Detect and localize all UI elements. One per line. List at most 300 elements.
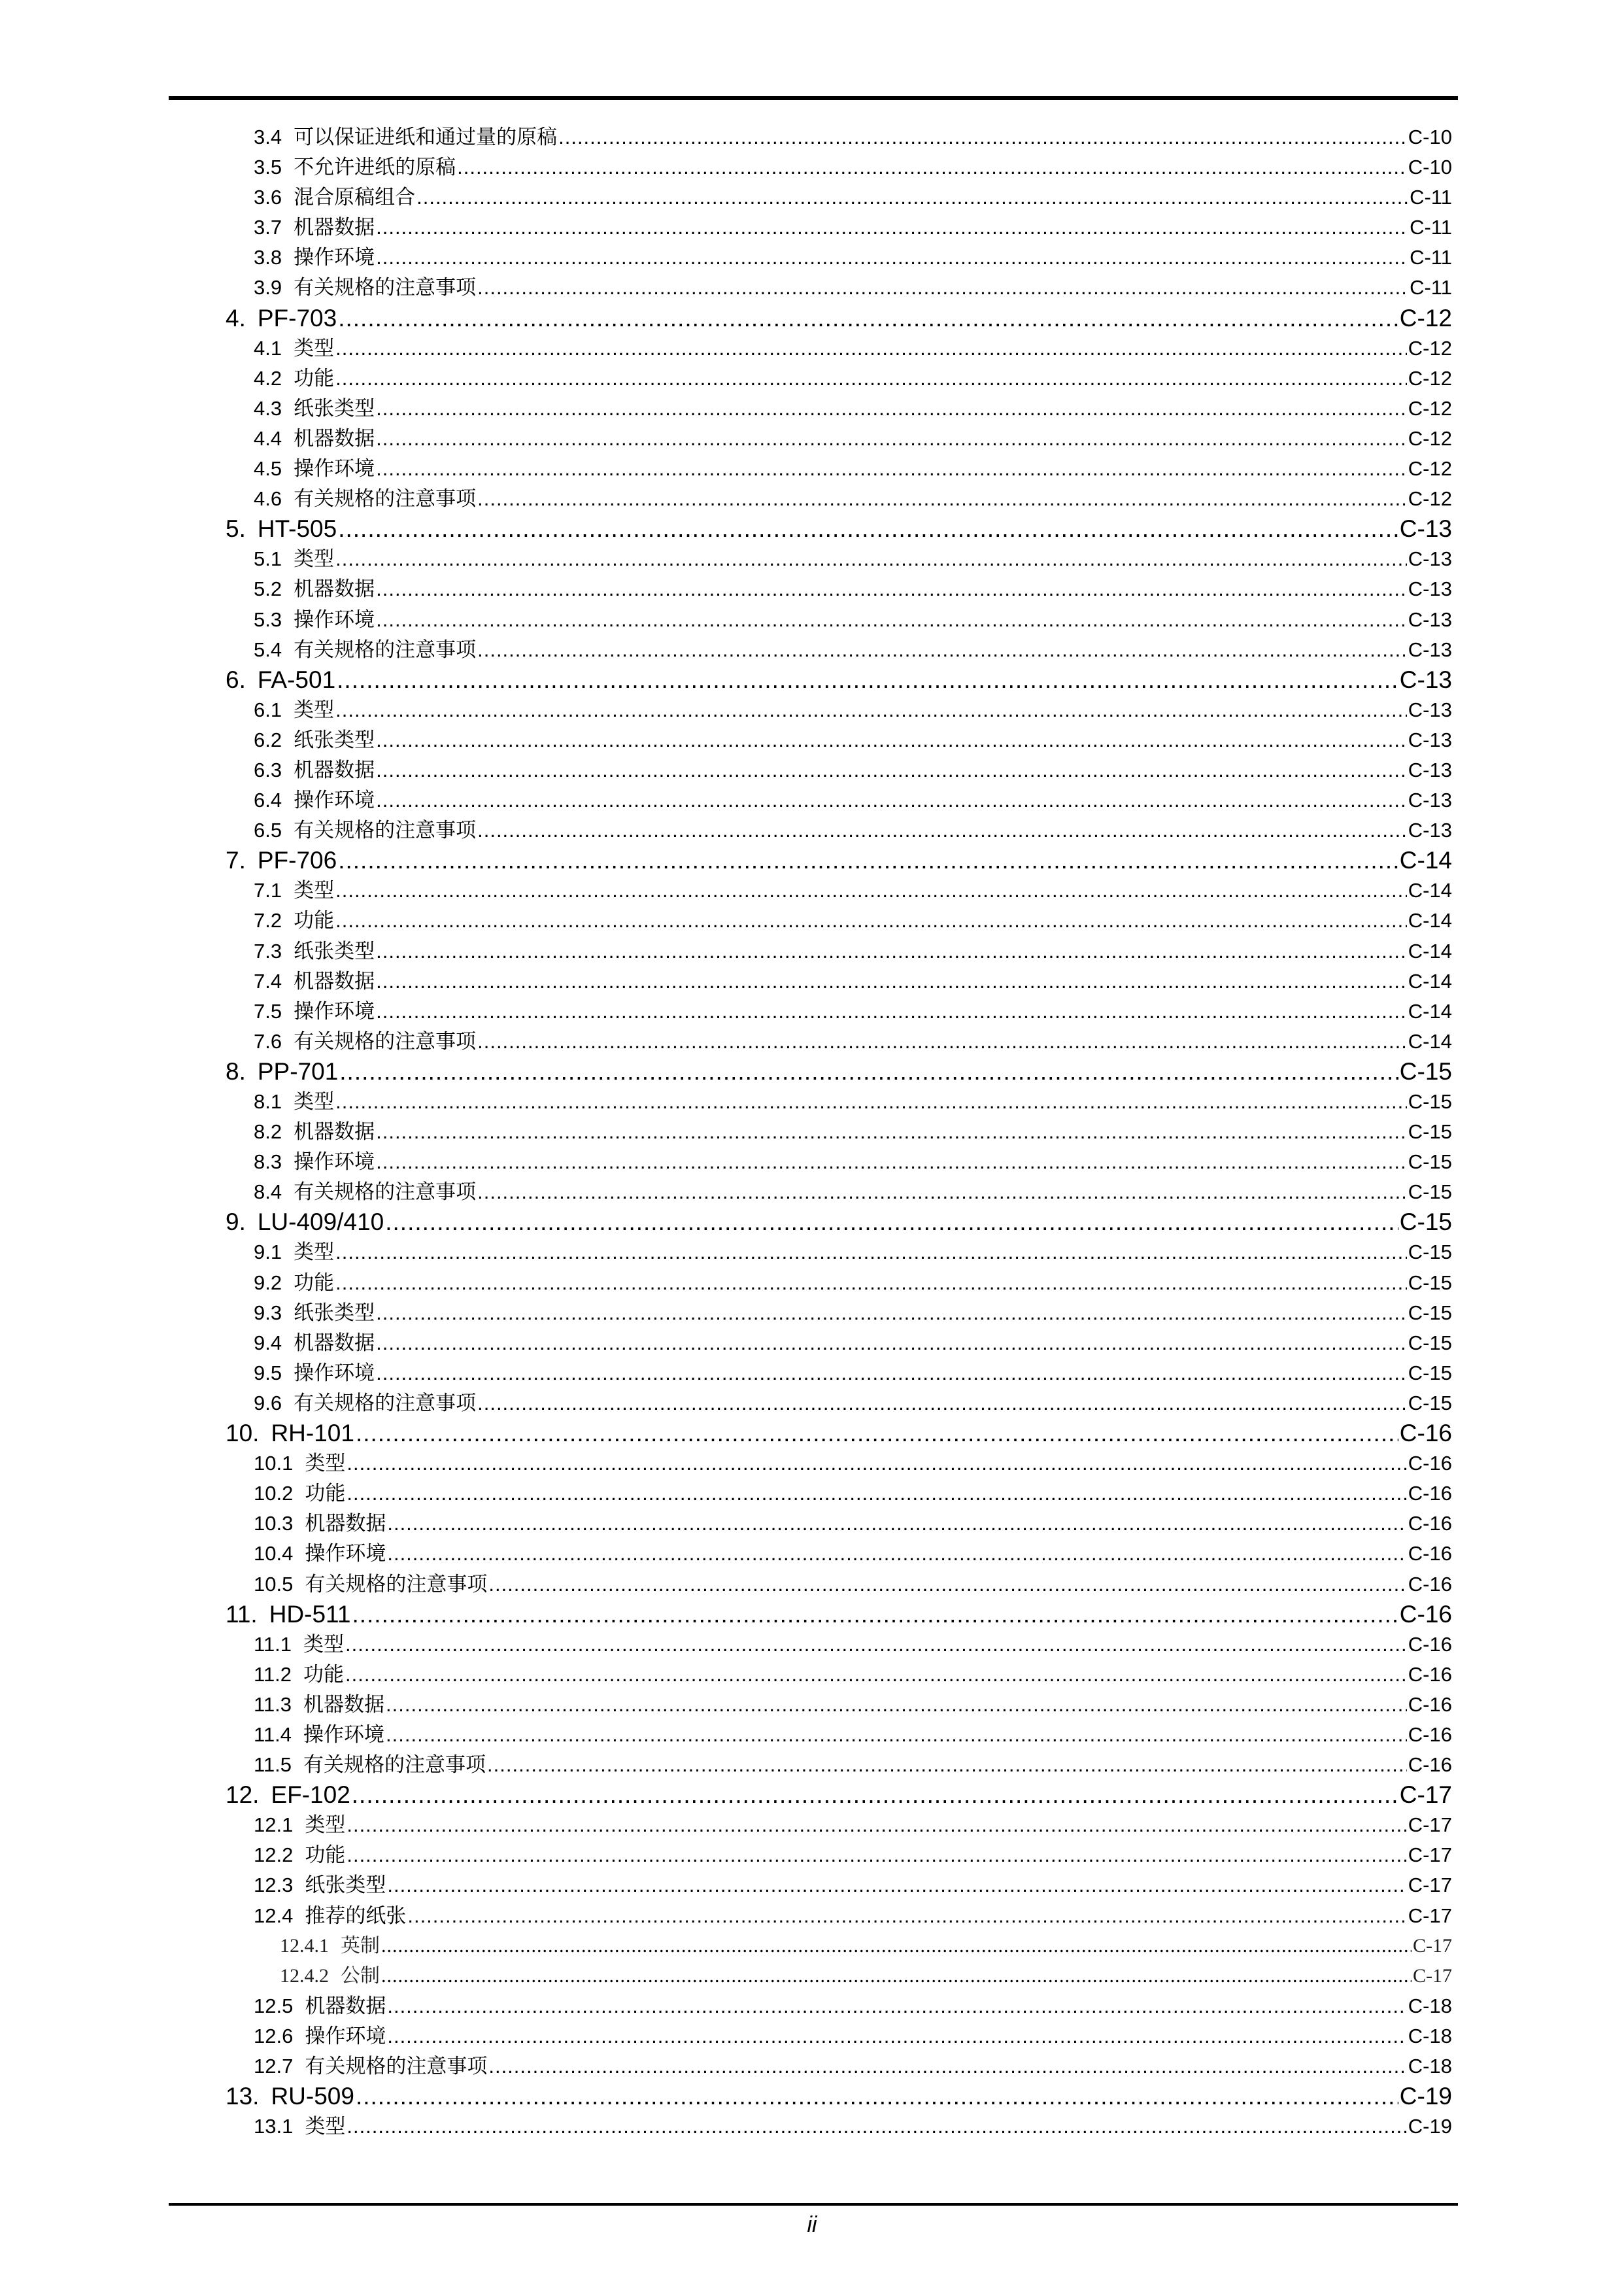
toc-entry-page: C-12	[1408, 457, 1452, 481]
toc-entry-title: 公制	[341, 1964, 380, 1987]
toc-entry-title: 机器数据	[294, 1331, 375, 1354]
toc-entry-number: 10.3	[254, 1512, 294, 1535]
toc-entry-title: 有关规格的注意事项	[294, 276, 477, 299]
dot-leader	[477, 273, 1408, 303]
toc-entry-number: 12.1	[254, 1813, 294, 1837]
toc-entry-number: 8.4	[254, 1180, 282, 1204]
toc-entry-page: C-13	[1408, 607, 1452, 631]
toc-entry-page: C-13	[1408, 638, 1452, 661]
toc-entry-title: EF-102	[271, 1781, 350, 1809]
toc-entry[interactable]	[0, 2112, 1452, 2142]
dot-leader	[376, 394, 1407, 424]
toc-entry-page: C-15	[1408, 1271, 1452, 1294]
toc-entry[interactable]	[0, 966, 1452, 997]
toc-entry-title: PP-701	[257, 1057, 339, 1085]
toc-entry[interactable]	[0, 1388, 1452, 1418]
dot-leader	[387, 2021, 1406, 2051]
toc-entry-number: 5.2	[254, 577, 282, 601]
toc-entry[interactable]	[0, 1298, 1452, 1328]
toc-entry[interactable]	[0, 1630, 1452, 1660]
dot-leader	[457, 152, 1407, 182]
toc-entry-page: C-16	[1408, 1662, 1452, 1686]
toc-entry[interactable]	[0, 605, 1452, 635]
toc-entry-page: C-14	[1408, 999, 1452, 1023]
dot-leader	[386, 1720, 1407, 1750]
toc-entry-title: 操作环境	[303, 1722, 385, 1746]
toc-entry-number: 12.3	[254, 1873, 294, 1897]
toc-entry-number: 6.2	[254, 728, 282, 751]
toc-entry-title: 有关规格的注意事项	[294, 638, 477, 661]
toc-entry-page: C-13	[1408, 789, 1452, 812]
toc-entry-page: C-15	[1408, 1120, 1452, 1144]
toc-entry-page: C-16	[1408, 1722, 1452, 1746]
dot-leader	[376, 1147, 1407, 1177]
toc-entry-page: C-15	[1408, 1150, 1452, 1174]
toc-entry-page: C-14	[1408, 1029, 1452, 1053]
toc-entry-number: 3.7	[254, 216, 282, 239]
toc-entry[interactable]	[0, 876, 1452, 906]
toc-entry-number: 8.3	[254, 1150, 282, 1174]
toc-entry-title: 有关规格的注意事项	[294, 487, 477, 511]
toc-entry-page: C-13	[1408, 577, 1452, 601]
toc-entry[interactable]	[0, 152, 1452, 182]
toc-entry-page: C-11	[1410, 216, 1452, 239]
toc-entry[interactable]	[0, 906, 1452, 936]
toc-entry-page: C-16	[1399, 1600, 1452, 1628]
toc-entry-number: 8.	[226, 1057, 246, 1085]
toc-entry-page: C-15	[1399, 1208, 1452, 1236]
toc-entry-title: 纸张类型	[294, 939, 375, 963]
toc-entry-page: C-19	[1408, 2115, 1452, 2138]
toc-entry-title: 类型	[305, 1813, 346, 1837]
toc-entry-page: C-13	[1408, 758, 1452, 781]
toc-entry-number: 6.1	[254, 698, 282, 721]
toc-entry-title: 类型	[294, 879, 335, 902]
dot-leader	[352, 1599, 1398, 1630]
toc-entry[interactable]	[0, 1087, 1452, 1117]
toc-entry-page: C-16	[1408, 1482, 1452, 1505]
toc-entry-page: C-11	[1410, 246, 1452, 269]
toc-entry[interactable]	[0, 1720, 1452, 1750]
toc-entry-number: 12.4	[254, 1904, 294, 1927]
toc-entry-number: 6.5	[254, 819, 282, 842]
toc-entry-title: 类型	[294, 698, 335, 721]
toc-entry-title: 操作环境	[294, 1150, 375, 1174]
toc-entry-number: 8.1	[254, 1090, 282, 1113]
toc-entry-page: C-15	[1408, 1090, 1452, 1113]
toc-entry-page: C-15	[1408, 1331, 1452, 1354]
toc-entry[interactable]	[0, 936, 1452, 966]
table-of-contents	[0, 122, 1624, 2142]
toc-entry[interactable]	[0, 1358, 1452, 1388]
toc-entry-page: C-12	[1408, 396, 1452, 420]
toc-entry-number: 6.	[226, 666, 246, 693]
toc-entry[interactable]	[0, 1901, 1452, 1931]
toc-entry-number: 7.2	[254, 909, 282, 932]
toc-entry-number: 3.6	[254, 186, 282, 209]
toc-entry-title: PF-706	[257, 847, 337, 874]
toc-entry-title: 有关规格的注意事项	[294, 1180, 477, 1204]
toc-entry[interactable]	[0, 182, 1452, 213]
toc-entry[interactable]	[0, 122, 1452, 152]
toc-entry-number: 9.3	[254, 1301, 282, 1324]
toc-entry-title: 机器数据	[294, 426, 375, 450]
dot-leader	[376, 574, 1407, 604]
dot-leader	[487, 1750, 1407, 1780]
toc-entry[interactable]	[0, 334, 1452, 364]
toc-entry-page: C-16	[1408, 1512, 1452, 1535]
dot-leader	[376, 936, 1407, 966]
dot-leader	[347, 2112, 1406, 2142]
toc-entry-number: 10.4	[254, 1542, 294, 1565]
dot-leader	[338, 303, 1398, 334]
toc-entry-title: 机器数据	[294, 758, 375, 781]
dot-leader	[376, 1117, 1407, 1147]
toc-entry-number: 8.2	[254, 1120, 282, 1144]
dot-leader	[558, 122, 1407, 152]
dot-leader	[338, 846, 1398, 876]
toc-entry-title: 推荐的纸张	[305, 1904, 407, 1927]
toc-entry[interactable]	[0, 1418, 1452, 1448]
toc-entry-title: 不允许进纸的原稿	[294, 156, 456, 179]
toc-entry-title: 有关规格的注意事项	[303, 1753, 486, 1777]
toc-entry-title: 有关规格的注意事项	[305, 2055, 488, 2078]
toc-entry[interactable]	[0, 1810, 1452, 1840]
dot-leader	[376, 755, 1407, 785]
toc-entry[interactable]	[0, 1780, 1452, 1810]
toc-entry-title: 功能	[294, 909, 335, 932]
toc-entry-title: 操作环境	[294, 457, 375, 481]
toc-entry[interactable]	[0, 2021, 1452, 2051]
toc-entry[interactable]	[0, 1328, 1452, 1358]
toc-entry-title: 功能	[305, 1843, 346, 1867]
toc-entry-page: C-12	[1408, 487, 1452, 511]
toc-entry-title: RH-101	[271, 1420, 354, 1447]
toc-entry-title: 纸张类型	[294, 1301, 375, 1324]
toc-entry-number: 12.	[226, 1781, 260, 1809]
toc-entry[interactable]	[0, 243, 1452, 273]
toc-entry-page: C-14	[1408, 969, 1452, 993]
toc-entry[interactable]	[0, 2051, 1452, 2081]
toc-entry[interactable]	[0, 303, 1452, 334]
dot-leader	[376, 213, 1408, 243]
toc-entry[interactable]	[0, 755, 1452, 785]
toc-entry-number: 11.2	[254, 1662, 292, 1686]
dot-leader	[407, 1901, 1406, 1931]
toc-entry-title: 功能	[294, 366, 335, 390]
toc-entry-number: 9.5	[254, 1361, 282, 1384]
toc-entry-page: C-18	[1408, 1994, 1452, 2017]
toc-entry[interactable]	[0, 1599, 1452, 1630]
toc-entry-page: C-15	[1408, 1361, 1452, 1384]
toc-entry[interactable]	[0, 1931, 1452, 1961]
toc-entry[interactable]	[0, 1840, 1452, 1870]
dot-leader	[385, 1207, 1398, 1237]
toc-entry-title: 机器数据	[294, 577, 375, 601]
toc-entry-page: C-14	[1399, 847, 1452, 874]
toc-entry-number: 11.	[226, 1600, 258, 1628]
toc-entry-title: 类型	[294, 336, 335, 360]
toc-entry-title: 有关规格的注意事项	[294, 1029, 477, 1053]
dot-leader	[376, 243, 1408, 273]
dot-leader	[376, 997, 1407, 1027]
dot-leader	[387, 1870, 1406, 1900]
toc-entry-number: 12.5	[254, 1994, 294, 2017]
toc-entry[interactable]	[0, 695, 1452, 725]
toc-entry-page: C-17	[1399, 1781, 1452, 1809]
toc-entry-title: 功能	[305, 1482, 346, 1505]
toc-entry-number: 4.2	[254, 366, 282, 390]
toc-entry-page: C-13	[1408, 728, 1452, 751]
toc-entry[interactable]	[0, 213, 1452, 243]
toc-entry[interactable]	[0, 273, 1452, 303]
dot-leader	[387, 1509, 1406, 1539]
toc-entry-number: 12.4.1	[280, 1934, 329, 1957]
toc-entry[interactable]	[0, 1750, 1452, 1780]
toc-entry-page: C-17	[1408, 1813, 1452, 1837]
toc-entry-number: 3.8	[254, 246, 282, 269]
dot-leader	[488, 2051, 1406, 2081]
toc-entry[interactable]	[0, 454, 1452, 484]
dot-leader	[345, 1630, 1407, 1660]
toc-entry[interactable]	[0, 997, 1452, 1027]
toc-entry-title: 操作环境	[294, 607, 375, 631]
toc-entry-page: C-13	[1399, 666, 1452, 693]
toc-entry-title: 操作环境	[305, 1542, 386, 1565]
toc-entry-page: C-12	[1408, 366, 1452, 390]
toc-entry-title: 类型	[294, 547, 335, 571]
dot-leader	[416, 182, 1408, 213]
toc-entry-page: C-15	[1408, 1301, 1452, 1324]
toc-entry-number: 3.4	[254, 126, 282, 148]
toc-entry[interactable]	[0, 484, 1452, 514]
toc-entry-page: C-16	[1408, 1452, 1452, 1475]
toc-entry[interactable]	[0, 1539, 1452, 1569]
dot-leader	[335, 1237, 1407, 1267]
toc-entry-title: 操作环境	[294, 246, 375, 269]
dot-leader	[381, 1931, 1412, 1961]
toc-entry-title: 操作环境	[294, 1361, 375, 1384]
toc-entry[interactable]	[0, 1207, 1452, 1237]
toc-entry-number: 9.	[226, 1208, 246, 1236]
toc-entry-title: 操作环境	[294, 999, 375, 1023]
toc-entry-page: C-10	[1408, 156, 1452, 179]
toc-entry-number: 4.6	[254, 487, 282, 511]
toc-entry-page: C-15	[1408, 1240, 1452, 1264]
toc-entry-number: 11.5	[254, 1753, 292, 1777]
toc-entry-page: C-18	[1408, 2024, 1452, 2047]
toc-entry-page: C-17	[1413, 1934, 1452, 1957]
toc-entry-number: 5.	[226, 515, 246, 543]
toc-entry[interactable]	[0, 1509, 1452, 1539]
toc-entry-page: C-16	[1399, 1420, 1452, 1447]
dot-leader	[387, 1991, 1406, 2021]
toc-entry-page: C-17	[1408, 1873, 1452, 1897]
toc-entry-number: 12.2	[254, 1843, 294, 1867]
toc-entry-title: RU-509	[271, 2083, 354, 2110]
toc-entry-title: 混合原稿组合	[294, 186, 416, 209]
toc-entry-page: C-13	[1408, 819, 1452, 842]
dot-leader	[477, 635, 1407, 665]
dot-leader	[335, 906, 1407, 936]
dot-leader	[376, 454, 1407, 484]
toc-entry-title: 类型	[294, 1240, 335, 1264]
dot-leader	[345, 1660, 1407, 1690]
toc-entry[interactable]	[0, 574, 1452, 604]
toc-entry[interactable]	[0, 846, 1452, 876]
dot-leader	[376, 424, 1407, 454]
toc-entry[interactable]	[0, 815, 1452, 846]
toc-entry-page: C-11	[1410, 186, 1452, 209]
toc-entry-page: C-17	[1408, 1904, 1452, 1927]
dot-leader	[376, 966, 1407, 997]
toc-entry[interactable]	[0, 2081, 1452, 2112]
dot-leader	[352, 1780, 1398, 1810]
toc-entry-title: 操作环境	[294, 789, 375, 812]
toc-entry[interactable]	[0, 1117, 1452, 1147]
toc-entry[interactable]	[0, 1057, 1452, 1087]
toc-entry-number: 6.4	[254, 789, 282, 812]
toc-entry-title: LU-409/410	[257, 1208, 384, 1236]
toc-entry-number: 4.	[226, 304, 246, 332]
dot-leader	[477, 1177, 1407, 1207]
dot-leader	[376, 725, 1407, 755]
toc-entry-page: C-16	[1408, 1572, 1452, 1596]
dot-leader	[381, 1961, 1412, 1991]
toc-entry-title: 机器数据	[303, 1692, 385, 1716]
dot-leader	[335, 364, 1407, 394]
toc-entry-page: C-12	[1399, 304, 1452, 332]
toc-entry[interactable]	[0, 1448, 1452, 1479]
toc-entry-title: 纸张类型	[294, 396, 375, 420]
toc-entry-page: C-14	[1408, 909, 1452, 932]
dot-leader	[347, 1448, 1406, 1479]
dot-leader	[337, 665, 1398, 695]
toc-entry-title: HD-511	[269, 1600, 351, 1628]
toc-entry-title: 可以保证进纸和通过量的原稿	[294, 126, 558, 148]
footer-rule	[169, 2203, 1458, 2206]
toc-entry-page: C-12	[1408, 336, 1452, 360]
dot-leader	[387, 1539, 1406, 1569]
toc-entry[interactable]	[0, 1991, 1452, 2021]
toc-entry-number: 11.1	[254, 1632, 292, 1656]
toc-entry[interactable]	[0, 725, 1452, 755]
toc-entry-number: 7.1	[254, 879, 282, 902]
toc-entry-number: 5.3	[254, 607, 282, 631]
toc-entry[interactable]	[0, 665, 1452, 695]
toc-entry-page: C-14	[1408, 939, 1452, 963]
toc-entry[interactable]	[0, 635, 1452, 665]
dot-leader	[356, 1418, 1398, 1448]
toc-entry[interactable]	[0, 1479, 1452, 1509]
toc-entry-page: C-13	[1399, 515, 1452, 543]
toc-entry[interactable]	[0, 1569, 1452, 1599]
toc-entry[interactable]	[0, 1268, 1452, 1298]
toc-entry-number: 4.1	[254, 336, 282, 360]
dot-leader	[477, 815, 1407, 846]
dot-leader	[477, 1388, 1407, 1418]
toc-entry-title: PF-703	[257, 304, 337, 332]
toc-entry-number: 12.7	[254, 2055, 294, 2078]
toc-entry[interactable]	[0, 424, 1452, 454]
toc-entry[interactable]	[0, 394, 1452, 424]
toc-entry-number: 10.2	[254, 1482, 294, 1505]
dot-leader	[335, 1087, 1407, 1117]
toc-entry-number: 9.1	[254, 1240, 282, 1264]
toc-entry-number: 7.5	[254, 999, 282, 1023]
toc-entry[interactable]	[0, 1690, 1452, 1720]
dot-leader	[347, 1479, 1406, 1509]
dot-leader	[335, 876, 1407, 906]
toc-entry-number: 10.	[226, 1420, 260, 1447]
toc-entry-page: C-17	[1408, 1843, 1452, 1867]
toc-entry-page: C-16	[1408, 1542, 1452, 1565]
toc-entry-title: 机器数据	[305, 1994, 386, 2017]
dot-leader	[477, 484, 1407, 514]
dot-leader	[335, 1268, 1407, 1298]
dot-leader	[376, 1328, 1407, 1358]
toc-entry[interactable]	[0, 1961, 1452, 1991]
toc-entry-number: 3.9	[254, 276, 282, 299]
toc-entry-title: 有关规格的注意事项	[294, 1391, 477, 1414]
toc-entry-page: C-11	[1410, 276, 1452, 299]
dot-leader	[335, 695, 1407, 725]
toc-entry-page: C-18	[1408, 2055, 1452, 2078]
toc-entry-number: 5.4	[254, 638, 282, 661]
dot-leader	[335, 334, 1407, 364]
toc-entry[interactable]	[0, 785, 1452, 815]
toc-entry-number: 7.6	[254, 1029, 282, 1053]
toc-entry-title: 英制	[341, 1934, 380, 1957]
toc-entry-page: C-10	[1408, 126, 1452, 148]
toc-entry-title: 机器数据	[305, 1512, 386, 1535]
dot-leader	[335, 544, 1407, 574]
toc-entry-number: 9.6	[254, 1391, 282, 1414]
toc-entry-number: 9.4	[254, 1331, 282, 1354]
dot-leader	[376, 605, 1407, 635]
toc-entry[interactable]	[0, 1177, 1452, 1207]
toc-entry-title: 类型	[305, 2115, 346, 2138]
dot-leader	[339, 1057, 1398, 1087]
dot-leader	[347, 1840, 1406, 1870]
toc-entry-number: 11.3	[254, 1692, 292, 1716]
toc-entry-page: C-14	[1408, 879, 1452, 902]
toc-entry[interactable]	[0, 1237, 1452, 1267]
toc-entry-page: C-17	[1413, 1964, 1452, 1987]
toc-entry[interactable]	[0, 1147, 1452, 1177]
header-rule	[169, 96, 1458, 100]
toc-entry-page: C-19	[1399, 2083, 1452, 2110]
toc-entry[interactable]	[0, 544, 1452, 574]
toc-entry-number: 7.	[226, 847, 246, 874]
toc-entry-page: C-13	[1408, 547, 1452, 571]
toc-entry[interactable]	[0, 514, 1452, 544]
toc-entry-number: 3.5	[254, 156, 282, 179]
dot-leader	[376, 1358, 1407, 1388]
toc-entry[interactable]	[0, 1870, 1452, 1900]
dot-leader	[356, 2081, 1398, 2112]
toc-entry-number: 12.4.2	[280, 1964, 329, 1987]
toc-entry[interactable]	[0, 1027, 1452, 1057]
toc-entry-title: 纸张类型	[294, 728, 375, 751]
toc-entry-title: 类型	[294, 1090, 335, 1113]
toc-entry-title: 类型	[303, 1632, 345, 1656]
toc-entry-number: 6.3	[254, 758, 282, 781]
toc-entry[interactable]	[0, 1660, 1452, 1690]
toc-entry-title: HT-505	[257, 515, 337, 543]
toc-entry-number: 13.	[226, 2083, 260, 2110]
toc-entry[interactable]	[0, 364, 1452, 394]
